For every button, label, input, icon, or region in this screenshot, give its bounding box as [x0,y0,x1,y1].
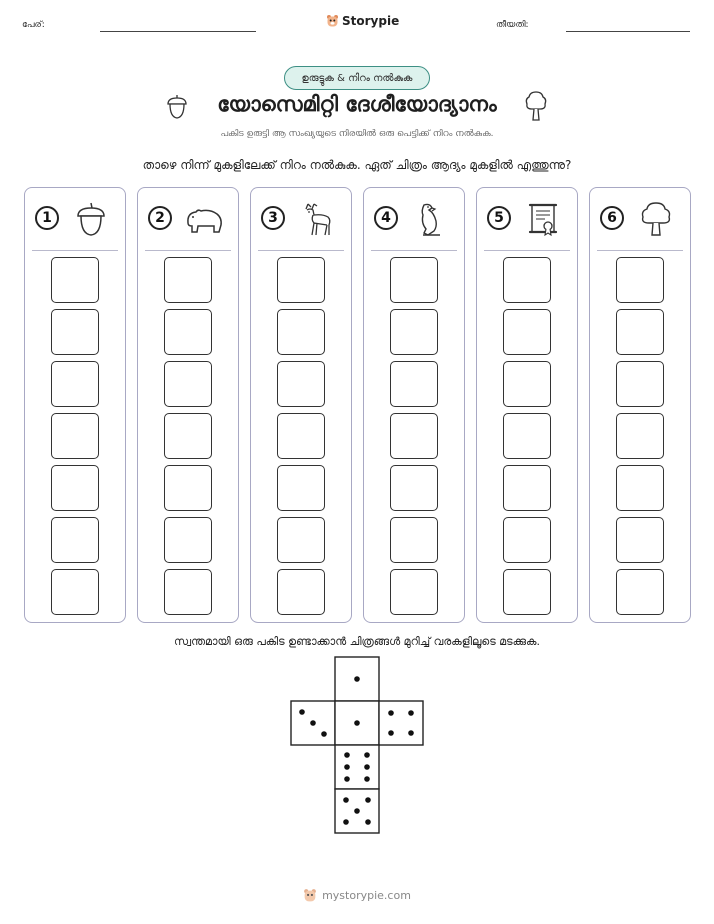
color-box[interactable] [164,569,212,615]
color-box[interactable] [390,569,438,615]
color-box[interactable] [277,257,325,303]
column-4 [363,187,465,623]
color-box[interactable] [503,465,551,511]
footer [0,888,714,903]
column-2 [137,187,239,623]
column-divider [484,250,570,251]
color-box[interactable] [277,361,325,407]
color-box[interactable] [51,569,99,615]
footer-url[interactable]: mystorypie.com [322,889,411,902]
column-number: 1 [35,206,59,230]
date-line[interactable] [566,31,690,32]
color-box[interactable] [164,465,212,511]
color-box[interactable] [503,517,551,563]
column-5 [476,187,578,623]
die-instruction: സ്വന്തമായി ഒരു പകിട ഉണ്ടാക്കാൻ ചിത്രങ്ങൾ മുറിച്ച് വരകളിലൂടെ മടക്കുക. [174,635,540,648]
column-header [364,188,464,250]
color-box[interactable] [51,465,99,511]
activity-badge: ഉരുട്ടുക & നിറം നൽകുക [284,66,430,90]
color-box[interactable] [390,257,438,303]
column-number: 4 [374,206,398,230]
color-box[interactable] [164,517,212,563]
tree-icon [636,201,676,237]
color-box[interactable] [51,309,99,355]
color-box[interactable] [390,465,438,511]
die-net [290,656,426,836]
color-box[interactable] [390,413,438,459]
color-box[interactable] [51,361,99,407]
color-box[interactable] [164,309,212,355]
column-number: 3 [261,206,285,230]
column-divider [32,250,118,251]
storypie-mascot-icon [326,14,339,28]
eagle-icon [410,201,450,237]
color-box[interactable] [164,361,212,407]
tree-icon [524,90,548,122]
color-box[interactable] [390,517,438,563]
color-box[interactable] [616,257,664,303]
column-header [477,188,577,250]
column-divider [145,250,231,251]
color-box[interactable] [616,413,664,459]
column-header [25,188,125,250]
name-line[interactable] [100,31,256,32]
color-box[interactable] [390,309,438,355]
color-box[interactable] [277,569,325,615]
date-label: തീയതി: [496,20,529,30]
column-number: 6 [600,206,624,230]
column-6 [589,187,691,623]
die-face-4 [379,701,423,745]
column-divider [371,250,457,251]
name-label: പേര്: [22,20,45,30]
storypie-mascot-icon [303,888,317,903]
color-box[interactable] [277,465,325,511]
color-box[interactable] [277,517,325,563]
color-box[interactable] [503,569,551,615]
brand-name: Storypie [342,14,400,28]
instruction-text: താഴെ നിന്ന് മുകളിലേക്ക് നിറം നൽകുക. ഏത് ചിത്രം ആദ്യം മുകളിൽ എത്തുന്നു? [142,158,572,172]
column-number: 2 [148,206,172,230]
column-divider [258,250,344,251]
column-3 [250,187,352,623]
bear-icon [184,201,224,237]
die-face-6 [335,745,379,789]
scroll-icon [523,201,563,237]
column-header [251,188,351,250]
page-subtitle: പകിട ഉരുട്ടി ആ സംഖ്യയുടെ നിരയിൽ ഒരു പെട്ടിക്ക് നിറം നൽകുക. [220,129,494,139]
column-number: 5 [487,206,511,230]
color-box[interactable] [503,257,551,303]
color-box[interactable] [164,257,212,303]
column-1 [24,187,126,623]
column-header [138,188,238,250]
color-box[interactable] [616,517,664,563]
color-box[interactable] [616,309,664,355]
color-box[interactable] [616,361,664,407]
color-box[interactable] [51,413,99,459]
color-box[interactable] [503,309,551,355]
acorn-icon [71,201,111,237]
brand-logo [326,14,399,28]
color-box[interactable] [51,257,99,303]
column-header [590,188,690,250]
color-box[interactable] [277,413,325,459]
page-title: യോസെമിറ്റി ദേശീയോദ്യാനം [217,92,497,116]
color-box[interactable] [616,465,664,511]
color-box[interactable] [616,569,664,615]
deer-icon [297,201,337,237]
color-box[interactable] [164,413,212,459]
color-box[interactable] [277,309,325,355]
color-box[interactable] [51,517,99,563]
color-box[interactable] [503,413,551,459]
color-box[interactable] [503,361,551,407]
color-box[interactable] [390,361,438,407]
column-divider [597,250,683,251]
